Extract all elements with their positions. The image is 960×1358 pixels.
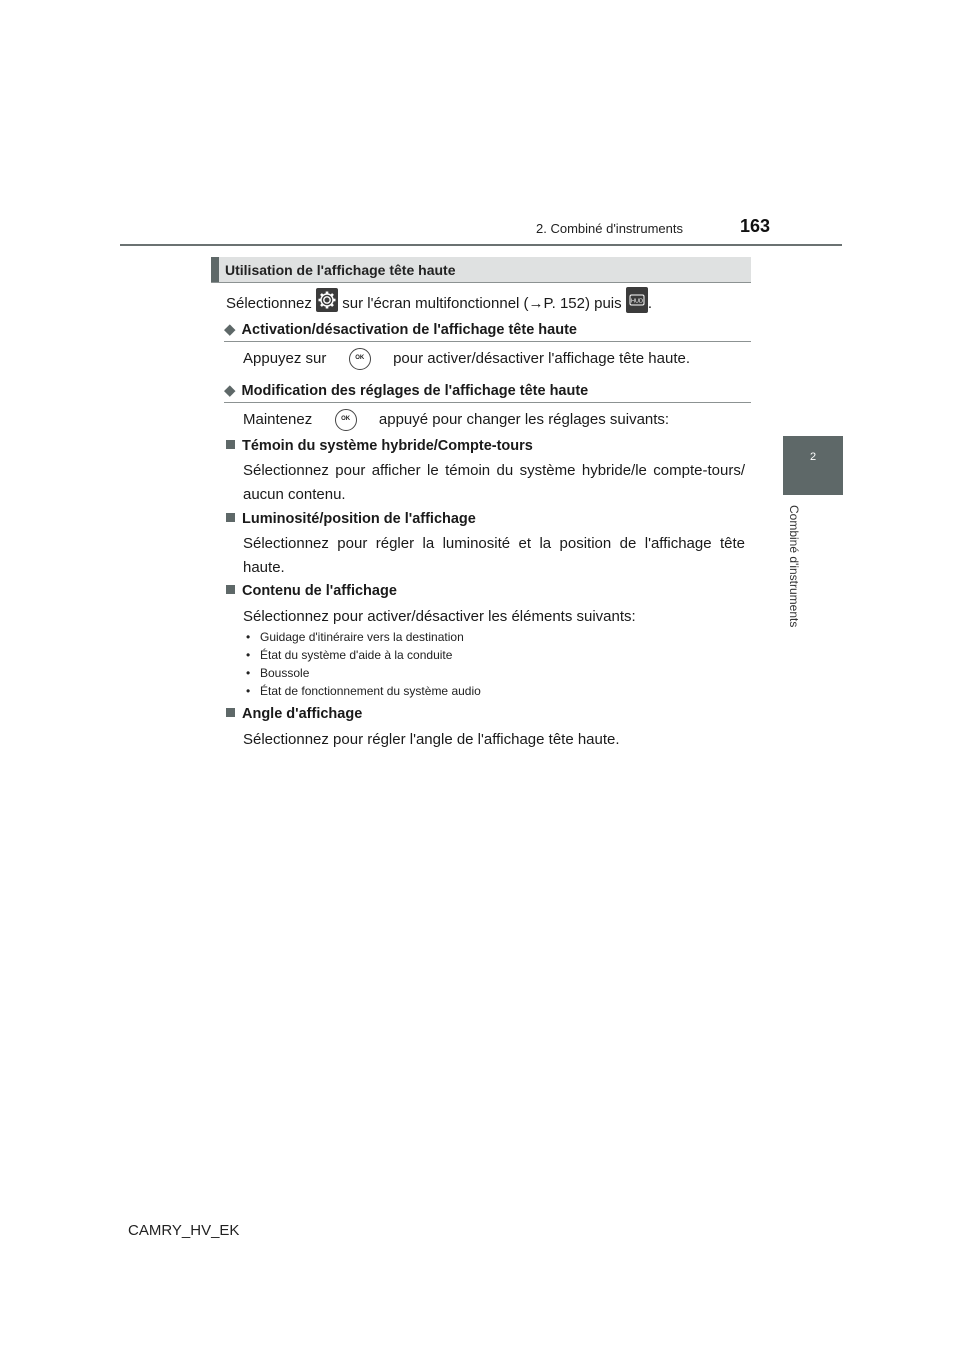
item-title: Contenu de l'affichage xyxy=(242,583,397,599)
ok-button-icon: OK xyxy=(335,409,357,431)
footer-model-code: CAMRY_HV_EK xyxy=(128,1222,240,1239)
chapter-tab xyxy=(783,436,843,495)
item-title: Angle d'affichage xyxy=(242,706,363,722)
activation-text-end: pour activer/désactiver l'affichage tête haute. xyxy=(393,350,691,367)
diamond-icon: ◆ xyxy=(224,321,236,338)
gear-icon xyxy=(316,288,338,320)
item-title: Témoin du système hybride/Compte-tours xyxy=(242,438,533,454)
section-title: Utilisation de l'affichage tête haute xyxy=(225,262,456,278)
intro-text-end: . xyxy=(647,294,652,312)
list-item-text: État de fonctionnement du système audio xyxy=(260,684,481,698)
subsection-rule xyxy=(224,341,751,342)
activation-text-start: Appuyez sur xyxy=(243,350,327,367)
ok-button-icon: OK xyxy=(349,348,371,370)
activation-paragraph xyxy=(243,347,690,371)
list-item-text: Boussole xyxy=(260,666,310,680)
subsection-heading-settings xyxy=(224,381,588,399)
subsection-heading-activation xyxy=(224,320,577,338)
list-item: • Guidage d'itinéraire vers la destination xyxy=(246,630,464,644)
item-text: Sélectionnez pour régler la luminosité et la position de l'affichage tête haute. xyxy=(243,535,745,576)
list-item-text: Guidage d'itinéraire vers la destination xyxy=(260,630,464,644)
section-title-marker xyxy=(211,257,219,283)
hud-icon xyxy=(626,287,648,321)
chapter-tab-label: Combiné d'instruments xyxy=(787,505,801,628)
bullet-list xyxy=(246,628,481,700)
section-title-rule xyxy=(211,282,751,283)
subsection-title: Activation/désactivation de l'affichage tête haute xyxy=(241,322,577,338)
intro-paragraph xyxy=(226,287,652,321)
header-divider xyxy=(120,244,842,246)
intro-text-start: Sélectionnez xyxy=(226,294,312,312)
square-bullet-icon xyxy=(226,513,235,522)
list-item-text: État du système d'aide à la conduite xyxy=(260,648,453,662)
intro-text-middle: sur l'écran multifonctionnel ( xyxy=(342,294,529,312)
square-bullet-icon xyxy=(226,585,235,594)
square-bullet-icon xyxy=(226,440,235,449)
hud-icon-label: HUD xyxy=(630,298,643,305)
item-text: Sélectionnez pour régler l'angle de l'affichage tête haute. xyxy=(243,731,620,748)
settings-paragraph xyxy=(243,408,669,432)
diamond-icon: ◆ xyxy=(224,382,236,399)
item-text: Sélectionnez pour activer/désactiver les éléments suivants: xyxy=(243,608,636,625)
settings-text-end: appuyé pour changer les réglages suivants: xyxy=(378,411,670,428)
page-number: 163 xyxy=(740,216,771,236)
item-text: Sélectionnez pour afficher le témoin du système hybride/le compte-tours/ aucun contenu. xyxy=(243,462,745,503)
subsection-rule xyxy=(224,402,751,403)
item-heading xyxy=(226,706,362,722)
item-title: Luminosité/position de l'affichage xyxy=(242,511,476,527)
list-item: • État du système d'aide à la conduite xyxy=(246,648,453,662)
section-title-bar xyxy=(211,257,751,283)
square-bullet-icon xyxy=(226,708,235,717)
item-heading xyxy=(226,438,533,454)
arrow-symbol: → xyxy=(528,294,544,312)
list-item: • Boussole xyxy=(246,666,310,680)
item-heading xyxy=(226,583,397,599)
chapter-tab-number: 2 xyxy=(809,451,817,463)
settings-text-start: Maintenez xyxy=(243,411,313,428)
page-reference: P. 152) puis xyxy=(543,294,622,312)
item-heading xyxy=(226,511,476,527)
subsection-title: Modification des réglages de l'affichage tête haute xyxy=(241,383,589,399)
list-item: • État de fonctionnement du système audio xyxy=(246,684,481,698)
running-header-section: 2. Combiné d'instruments xyxy=(536,221,683,236)
